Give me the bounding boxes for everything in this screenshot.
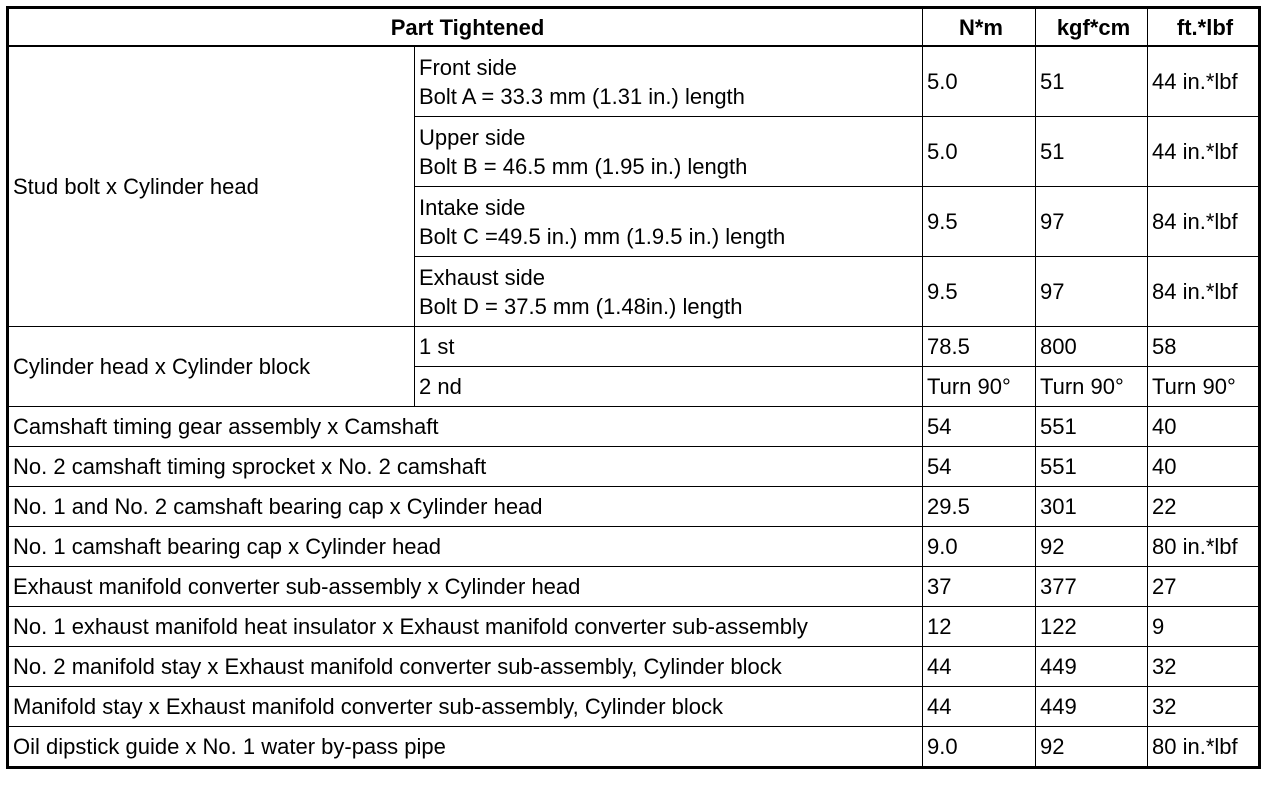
- sub-part-line2: Bolt C =49.5 in.) mm (1.9.5 in.) length: [419, 223, 786, 249]
- value-ft: 80 in.*lbf: [1148, 727, 1260, 768]
- sub-part-line2: Bolt A = 33.3 mm (1.31 in.) length: [419, 83, 745, 109]
- sub-part-line1: Exhaust side: [419, 264, 545, 290]
- value-ft: 9: [1148, 607, 1260, 647]
- value-kgf: Turn 90°: [1036, 367, 1148, 407]
- value-ft: 58: [1148, 327, 1260, 367]
- sub-part-line1: Upper side: [419, 124, 526, 150]
- part-name: No. 1 camshaft bearing cap x Cylinder head: [8, 527, 923, 567]
- value-kgf: 449: [1036, 647, 1148, 687]
- value-ft: 27: [1148, 567, 1260, 607]
- part-name: No. 2 manifold stay x Exhaust manifold converter sub-assembly, Cylinder block: [8, 647, 923, 687]
- value-ft: 80 in.*lbf: [1148, 527, 1260, 567]
- table-row: [8, 687, 1260, 727]
- value-kgf: 551: [1036, 447, 1148, 487]
- part-name: No. 2 camshaft timing sprocket x No. 2 camshaft: [8, 447, 923, 487]
- part-name: Manifold stay x Exhaust manifold converter sub-assembly, Cylinder block: [8, 687, 923, 727]
- value-nm: 54: [923, 447, 1036, 487]
- value-ft: 32: [1148, 647, 1260, 687]
- table-row: [8, 727, 1260, 768]
- sub-part: [415, 117, 923, 187]
- value-kgf: 551: [1036, 407, 1148, 447]
- header-ft: ft.*lbf: [1148, 8, 1260, 47]
- sub-part: [415, 257, 923, 327]
- value-nm: 54: [923, 407, 1036, 447]
- value-nm: 9.5: [923, 187, 1036, 257]
- step: 2 nd: [415, 367, 923, 407]
- table-row: [8, 527, 1260, 567]
- value-ft: 40: [1148, 407, 1260, 447]
- table-row: [8, 567, 1260, 607]
- table-row: [8, 407, 1260, 447]
- value-nm: 9.5: [923, 257, 1036, 327]
- value-kgf: 97: [1036, 257, 1148, 327]
- value-kgf: 97: [1036, 187, 1148, 257]
- value-nm: 44: [923, 687, 1036, 727]
- value-kgf: 51: [1036, 46, 1148, 117]
- value-ft: 84 in.*lbf: [1148, 187, 1260, 257]
- sub-part: [415, 187, 923, 257]
- value-ft: 44 in.*lbf: [1148, 46, 1260, 117]
- part-name: Camshaft timing gear assembly x Camshaft: [8, 407, 923, 447]
- table-row: [8, 327, 1260, 367]
- sub-part-line1: Front side: [419, 54, 517, 80]
- value-nm: 12: [923, 607, 1036, 647]
- part-name: Exhaust manifold converter sub-assembly x Cylinder head: [8, 567, 923, 607]
- table-row: [8, 607, 1260, 647]
- value-kgf: 51: [1036, 117, 1148, 187]
- value-ft: 84 in.*lbf: [1148, 257, 1260, 327]
- part-name: No. 1 and No. 2 camshaft bearing cap x Cylinder head: [8, 487, 923, 527]
- value-nm: 29.5: [923, 487, 1036, 527]
- value-ft: 22: [1148, 487, 1260, 527]
- header-nm: N*m: [923, 8, 1036, 47]
- value-kgf: 92: [1036, 727, 1148, 768]
- value-nm: 5.0: [923, 117, 1036, 187]
- value-kgf: 122: [1036, 607, 1148, 647]
- torque-spec-table: [6, 6, 1261, 769]
- value-kgf: 449: [1036, 687, 1148, 727]
- sub-part-line1: Intake side: [419, 194, 526, 220]
- step: 1 st: [415, 327, 923, 367]
- value-nm: 78.5: [923, 327, 1036, 367]
- value-ft: Turn 90°: [1148, 367, 1260, 407]
- table-row: [8, 487, 1260, 527]
- sub-part: [415, 46, 923, 117]
- value-nm: Turn 90°: [923, 367, 1036, 407]
- value-nm: 9.0: [923, 727, 1036, 768]
- table-row: [8, 647, 1260, 687]
- part-name: Oil dipstick guide x No. 1 water by-pass pipe: [8, 727, 923, 768]
- sub-part-line2: Bolt B = 46.5 mm (1.95 in.) length: [419, 153, 748, 179]
- value-nm: 9.0: [923, 527, 1036, 567]
- part-name: Cylinder head x Cylinder block: [8, 327, 415, 407]
- value-nm: 44: [923, 647, 1036, 687]
- value-ft: 40: [1148, 447, 1260, 487]
- value-nm: 37: [923, 567, 1036, 607]
- value-ft: 44 in.*lbf: [1148, 117, 1260, 187]
- value-kgf: 800: [1036, 327, 1148, 367]
- value-kgf: 301: [1036, 487, 1148, 527]
- sub-part-line2: Bolt D = 37.5 mm (1.48in.) length: [419, 293, 743, 319]
- header-kgf: kgf*cm: [1036, 8, 1148, 47]
- value-nm: 5.0: [923, 46, 1036, 117]
- value-kgf: 92: [1036, 527, 1148, 567]
- part-name: Stud bolt x Cylinder head: [8, 46, 415, 327]
- value-kgf: 377: [1036, 567, 1148, 607]
- header-part: Part Tightened: [8, 8, 923, 47]
- header-row: [8, 8, 1260, 47]
- part-name: No. 1 exhaust manifold heat insulator x Exhaust manifold converter sub-assembly: [8, 607, 923, 647]
- value-ft: 32: [1148, 687, 1260, 727]
- table-row: [8, 46, 1260, 117]
- table-row: [8, 447, 1260, 487]
